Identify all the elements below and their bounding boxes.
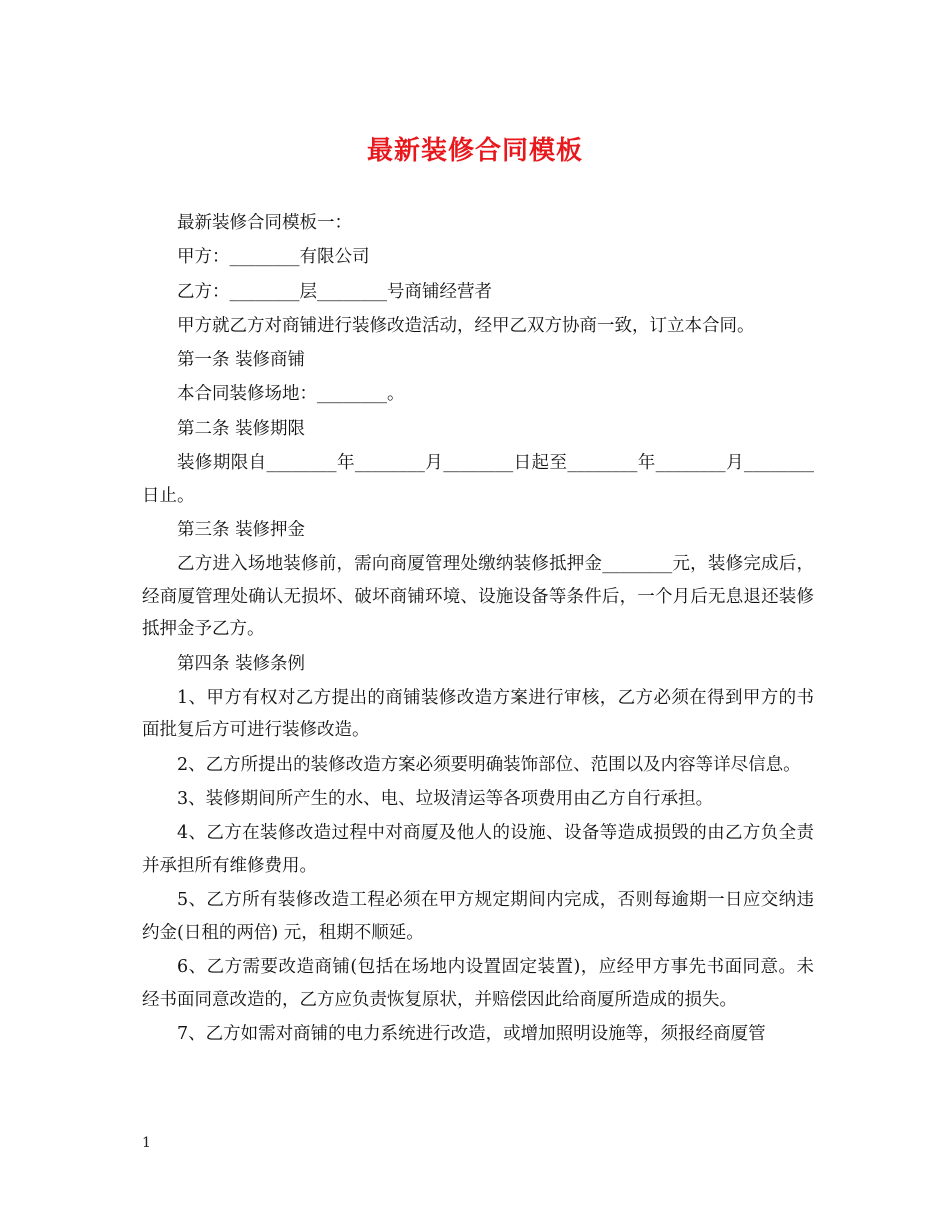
paragraph-site: 本合同装修场地：________。	[177, 384, 405, 405]
document-body	[142, 207, 814, 1052]
clause-3: 3、装修期间所产生的水、电、垃圾清运等各项费用由乙方自行承担。	[177, 789, 714, 810]
paragraph-period: 装修期限自________年________月________日起至________年________月________日止。	[142, 452, 814, 506]
article-heading-4: 第四条 装修条例	[177, 653, 306, 674]
page-number: 1	[142, 1135, 151, 1151]
clause-5: 5、乙方所有装修改造工程必须在甲方规定期间内完成，否则每逾期一日应交纳违约金(日租的两倍) 元，租期不顺延。	[142, 890, 814, 943]
clause-2: 2、乙方所提出的装修改造方案必须要明确装饰部位、范围以及内容等详尽信息。	[177, 754, 801, 775]
clause-6: 6、乙方需要改造商铺(包括在场地内设置固定装置)，应经甲方事先书面同意。未经书面同意改造的，乙方应负责恢复原状，并赔偿因此给商厦所造成的损失。	[142, 957, 814, 1010]
article-heading-3: 第三条 装修押金	[177, 519, 306, 540]
paragraph-deposit: 乙方进入场地装修前，需向商厦管理处缴纳装修抵押金________元，装修完成后，经商厦管理处确认无损坏、破坏商铺环境、设施设备等条件后，一个月后无息退还装修抵押金予乙方。	[142, 554, 814, 640]
party-a-line: 甲方：________有限公司	[177, 247, 370, 268]
clause-7: 7、乙方如需对商铺的电力系统进行改造，或增加照明设施等，须报经商厦管	[177, 1023, 766, 1044]
document-title: 最新装修合同模板	[366, 136, 583, 166]
paragraph-intro: 最新装修合同模板一：	[177, 213, 352, 233]
clause-1: 1、甲方有权对乙方提出的商铺装修改造方案进行审核，乙方必须在得到甲方的书面批复后方可进行装修改造。	[142, 687, 814, 741]
article-heading-2: 第二条 装修期限	[177, 418, 306, 439]
clause-4: 4、乙方在装修改造过程中对商厦及他人的设施、设备等造成损毁的由乙方负全责并承担所有维修费用。	[142, 823, 814, 876]
article-heading-1: 第一条 装修商铺	[177, 350, 306, 371]
party-b-line: 乙方：________层________号商铺经营者	[177, 281, 492, 302]
paragraph-agreement: 甲方就乙方对商铺进行装修改造活动，经甲乙双方协商一致，订立本合同。	[177, 315, 755, 336]
